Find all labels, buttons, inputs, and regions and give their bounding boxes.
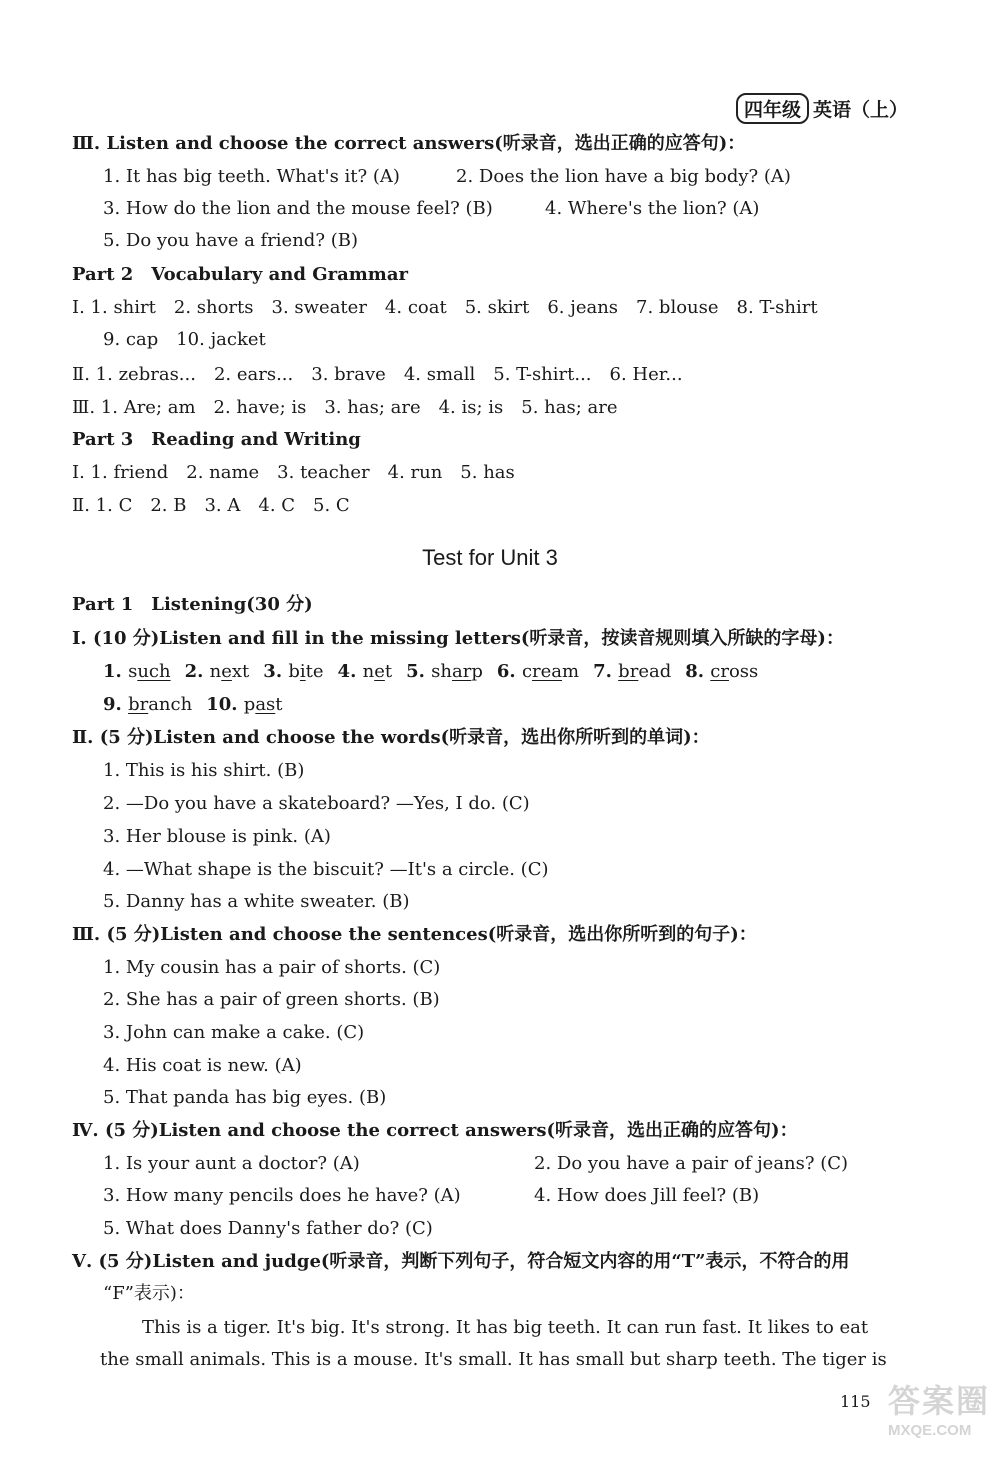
word-suffix: oss	[728, 661, 759, 682]
item-number: 2.	[184, 661, 210, 682]
missing-letters-row-1	[103, 661, 772, 683]
answer-line: Ⅱ. 1. zebras... 2. ears... 3. brave 4. small 5. T-shirt... 6. Her...	[72, 364, 683, 385]
answer-item: 2. Does the lion have a big body? (A)	[456, 166, 791, 187]
missing-letter-item	[206, 694, 282, 715]
watermark-url: MXQE.COM	[888, 1422, 972, 1439]
answer-item: 2. She has a pair of green shorts. (B)	[103, 989, 440, 1010]
word-suffix: p	[471, 661, 483, 682]
subject-label: 英语（上）	[812, 99, 908, 121]
running-header	[736, 93, 908, 124]
watermark-logo	[888, 1376, 992, 1460]
missing-letter-item	[185, 661, 250, 682]
answer-item: 4. How does Jill feel? (B)	[534, 1185, 760, 1206]
item-number: 1.	[103, 661, 129, 682]
missing-letter-item	[497, 661, 579, 682]
missing-letter-item	[593, 661, 671, 682]
answer-item: 3. Her blouse is pink. (A)	[103, 826, 331, 847]
word-prefix: n	[209, 661, 222, 682]
item-number: 5.	[406, 661, 432, 682]
filled-letters: e	[221, 661, 232, 682]
answer-line: Ⅲ. 1. Are; am 2. have; is 3. has; are 4. is; is 5. has; are	[72, 397, 618, 418]
item-number: 3.	[263, 661, 289, 682]
word-prefix: sh	[431, 661, 452, 682]
answer-item: 5. Do you have a friend? (B)	[103, 230, 358, 251]
section-heading-V-cont: “F”表示)：	[103, 1283, 195, 1304]
missing-letters-row-2	[103, 694, 297, 716]
item-number: 7.	[593, 661, 619, 682]
word-suffix: t	[275, 694, 283, 715]
word-suffix: ead	[638, 661, 672, 682]
word-prefix: b	[288, 661, 300, 682]
answer-item: 3. How many pencils does he have? (A)	[103, 1185, 461, 1206]
answer-item: 1. My cousin has a pair of shorts. (C)	[103, 957, 441, 978]
word-prefix: n	[362, 661, 375, 682]
filled-letters: rea	[532, 661, 563, 682]
missing-letter-item	[103, 694, 192, 715]
section-heading-III: Ⅲ. (5 分)Listen and choose the sentences(听录音，选出你所听到的句子)：	[72, 924, 757, 945]
passage-line: This is a tiger. It's big. It's strong. It has big teeth. It can run fast. It likes to eat	[142, 1317, 869, 1338]
answer-item: 4. Where's the lion? (A)	[545, 198, 760, 219]
answer-item: 3. John can make a cake. (C)	[103, 1022, 365, 1043]
part3-heading: Part 3 Reading and Writing	[72, 429, 361, 450]
word-suffix: anch	[148, 694, 193, 715]
answer-item: 3. How do the lion and the mouse feel? (B)	[103, 198, 493, 219]
filled-letters: as	[255, 694, 276, 715]
test-title: Test for Unit 3	[422, 545, 558, 570]
answer-item: 4. His coat is new. (A)	[103, 1055, 302, 1076]
answer-item: 2. Do you have a pair of jeans? (C)	[534, 1153, 849, 1174]
test-part1-heading: Part 1 Listening(30 分)	[72, 594, 313, 615]
item-number: 9.	[103, 694, 129, 715]
word-prefix: c	[521, 661, 533, 682]
missing-letter-item	[338, 661, 393, 682]
filled-letters: i	[299, 661, 306, 682]
missing-letter-item	[103, 661, 171, 682]
word-suffix: m	[562, 661, 580, 682]
missing-letter-item	[263, 661, 323, 682]
missing-letter-item	[406, 661, 483, 682]
answer-item: 5. What does Danny's father do? (C)	[103, 1218, 433, 1239]
filled-letters: br	[618, 661, 639, 682]
filled-letters: cr	[710, 661, 729, 682]
answer-item: 2. —Do you have a skateboard? —Yes, I do. (C)	[103, 793, 530, 814]
missing-letter-item	[685, 661, 758, 682]
answer-item: 1. Is your aunt a doctor? (A)	[103, 1153, 360, 1174]
answer-item: 5. Danny has a white sweater. (B)	[103, 891, 410, 912]
part2-heading: Part 2 Vocabulary and Grammar	[72, 264, 408, 285]
item-number: 10.	[206, 694, 244, 715]
section-heading-IV: Ⅳ. (5 分)Listen and choose the correct answers(听录音，选出正确的应答句)：	[72, 1120, 798, 1141]
section-heading-II: Ⅱ. (5 分)Listen and choose the words(听录音，选出你所听到的单词)：	[72, 727, 710, 748]
item-number: 4.	[337, 661, 363, 682]
filled-letters: uch	[137, 661, 171, 682]
answer-line: 9. cap 10. jacket	[103, 329, 266, 350]
answer-item: 5. That panda has big eyes. (B)	[103, 1087, 387, 1108]
filled-letters: ar	[452, 661, 472, 682]
word-prefix: p	[243, 694, 256, 715]
word-prefix: s	[128, 661, 138, 682]
word-suffix: t	[384, 661, 393, 682]
section-heading-V: Ⅴ. (5 分)Listen and judge(听录音，判断下列句子，符合短文内容的用“T”表示，不符合的用	[72, 1251, 850, 1272]
answer-line: Ⅱ. 1. C 2. B 3. A 4. C 5. C	[72, 495, 350, 516]
watermark-text: 答案圈	[888, 1382, 991, 1420]
answer-line: Ⅰ. 1. friend 2. name 3. teacher 4. run 5. has	[72, 462, 515, 483]
section-heading-III: Ⅲ. Listen and choose the correct answers(听录音，选出正确的应答句)：	[72, 133, 746, 154]
item-number: 6.	[496, 661, 522, 682]
section-heading-I: Ⅰ. (10 分)Listen and fill in the missing letters(听录音，按读音规则填入所缺的字母)：	[72, 628, 844, 649]
answer-line: Ⅰ. 1. shirt 2. shorts 3. sweater 4. coat 5. skirt 6. jeans 7. blouse 8. T-shirt	[72, 297, 818, 318]
word-suffix: xt	[231, 661, 250, 682]
grade-badge: 四年级	[736, 93, 809, 124]
filled-letters: br	[128, 694, 149, 715]
filled-letters: e	[374, 661, 385, 682]
answer-item: 4. —What shape is the biscuit? —It's a circle. (C)	[103, 859, 549, 880]
item-number: 8.	[685, 661, 711, 682]
answer-item: 1. This is his shirt. (B)	[103, 760, 305, 781]
page-number: 115	[840, 1392, 871, 1411]
passage-line: the small animals. This is a mouse. It's small. It has small but sharp teeth. The tiger is	[100, 1349, 887, 1370]
word-suffix: te	[305, 661, 324, 682]
answer-item: 1. It has big teeth. What's it? (A)	[103, 166, 400, 187]
